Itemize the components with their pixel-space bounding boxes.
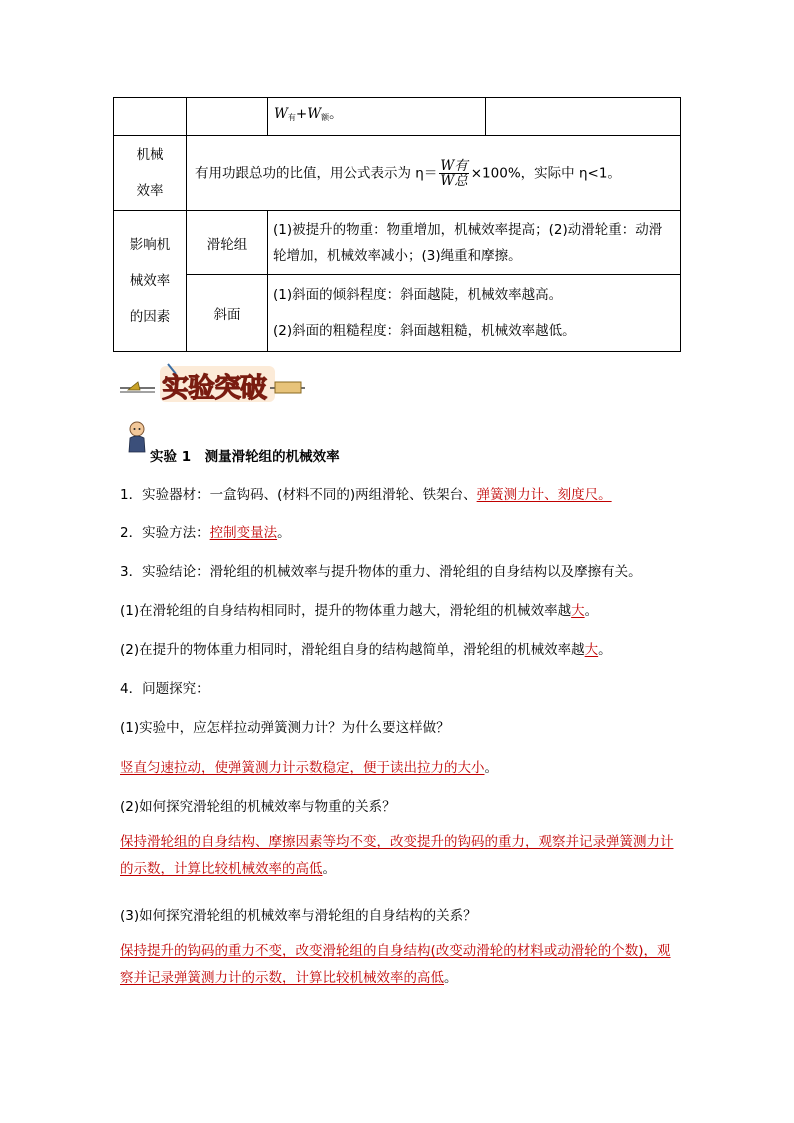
item-text: 。: [484, 760, 498, 776]
question-3: (3)如何探究滑轮组的机械效率与滑轮组的自身结构的关系？: [120, 908, 477, 924]
answer-text: 大: [584, 642, 599, 658]
summary-table: [113, 97, 681, 352]
question-2: (2)如何探究滑轮组的机械效率与物重的关系？: [120, 799, 396, 815]
formula-sub: 额: [321, 113, 330, 122]
incline-text: (2)斜面的粗糙程度：斜面越粗糙，机械效率越低。: [273, 323, 576, 339]
answer-text: 控制变量法: [209, 525, 278, 541]
answer-3: [120, 938, 680, 992]
conclusion-1: [120, 599, 598, 619]
row-label-text: 效率: [136, 183, 164, 199]
table-cell: [114, 98, 187, 136]
formula-sub: 有: [287, 113, 296, 122]
item-text: 2．实验方法：: [120, 525, 210, 541]
formula-plus: +: [295, 106, 308, 122]
answer-2: [120, 829, 680, 883]
row-label-text: 的因素: [129, 309, 171, 325]
answer-text: 保持提升的钩码的重力不变，改变滑轮组的自身结构(改变动滑轮的材料或动滑轮的个数)，观察并记录弹簧测力计的示数，计算比较机械效率的高低: [120, 943, 671, 986]
item-equipment: [120, 483, 612, 503]
answer-text: 弹簧测力计、刻度尺。: [476, 487, 612, 503]
item-conclusion: 3．实验结论：滑轮组的机械效率与提升物体的重力、滑轮组的自身结构以及摩擦有关。: [120, 564, 642, 580]
item-method: [120, 521, 291, 541]
formula-w: W: [307, 106, 322, 122]
table-row: [114, 275, 681, 352]
banner-title: 实验突破: [162, 373, 266, 404]
section-banner: [120, 360, 305, 408]
answer-text: 竖直匀速拉动，使弹簧测力计示数稳定，便于读出拉力的大小: [120, 760, 485, 776]
row-label-text: 机械: [136, 147, 164, 163]
table-row: [114, 136, 681, 211]
incline-text: (1)斜面的倾斜程度：斜面越陡，机械效率越高。: [273, 287, 563, 303]
table-cell: [268, 98, 486, 136]
pulley-label: 滑轮组: [187, 211, 268, 275]
item-text: 。: [584, 603, 599, 619]
row-label-text: 械效率: [129, 273, 171, 289]
experiment-heading: 实验 1 测量滑轮组的机械效率: [150, 449, 340, 465]
efficiency-definition: [187, 136, 681, 211]
item-text: (1)在滑轮组的自身结构相同时，提升的物体重力越大，滑轮组的机械效率越: [120, 603, 572, 619]
formula-w: W: [274, 106, 288, 122]
table-row: [114, 98, 681, 136]
pulley-text: (1)被提升的物重：物重增加，机械效率提高；(2)动滑轮重：动滑: [273, 221, 663, 238]
incline-description: [268, 275, 681, 352]
item-questions: 4．问题探究：: [120, 681, 210, 697]
conclusion-2: [120, 638, 612, 658]
item-text: 。: [277, 525, 291, 541]
teacher-avatar-icon: [127, 420, 147, 456]
answer-text: 保持滑轮组的自身结构、摩擦因素等均不变，改变提升的钩码的重力，观察并记录弹簧测力计的示数，计算比较机械效率的高低: [120, 834, 674, 877]
table-cell: [486, 98, 681, 136]
table-cell: [187, 98, 268, 136]
item-text: 。: [322, 861, 336, 877]
pulley-description: [268, 211, 681, 275]
definition-text: 有用功跟总功的比值，用公式表示为 η＝: [195, 165, 438, 181]
row-label-efficiency: [114, 136, 187, 211]
question-1: (1)实验中，应怎样拉动弹簧测力计？为什么要这样做？: [120, 720, 450, 736]
row-label-text: 影响机: [129, 237, 171, 253]
fraction-numerator: W有: [440, 157, 468, 174]
item-text: 。: [444, 970, 458, 986]
table-row: [114, 211, 681, 275]
item-text: 1．实验器材：一盒钩码、(材料不同的)两组滑轮、铁架台、: [120, 487, 477, 503]
pulley-text: 轮增加，机械效率减小；(3)绳重和摩擦。: [273, 247, 522, 264]
item-text: (2)在提升的物体重力相同时，滑轮组自身的结构越简单，滑轮组的机械效率越: [120, 642, 585, 658]
formula-end: 。: [329, 106, 343, 122]
row-label-factors: [114, 211, 187, 352]
answer-1: [120, 756, 498, 776]
answer-text: 大: [571, 603, 585, 619]
fraction-denominator: W总: [440, 172, 468, 189]
efficiency-fraction: [439, 159, 468, 188]
item-text: 。: [598, 642, 612, 658]
definition-text: ×100%，实际中 η<1。: [470, 165, 621, 181]
incline-label: 斜面: [187, 275, 268, 352]
